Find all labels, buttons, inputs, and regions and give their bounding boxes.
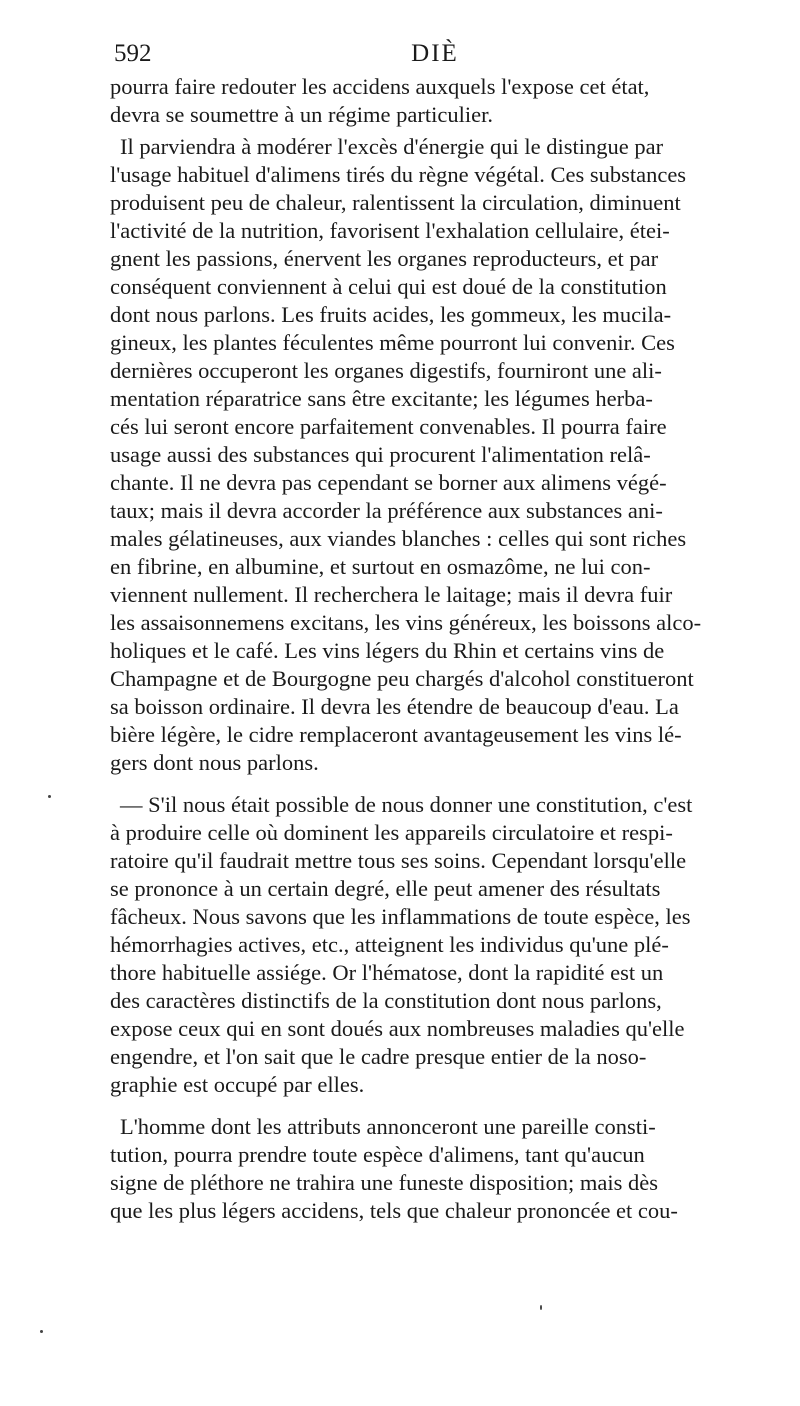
text-line: graphie est occupé par elles. bbox=[110, 1072, 365, 1097]
text-line: gers dont nous parlons. bbox=[110, 750, 319, 775]
text-line: holiques et le café. Les vins légers du Rhin et certains vins de bbox=[110, 638, 665, 663]
text-line: thore habituelle assiége. Or l'hématose, dont la rapidité est un bbox=[110, 960, 664, 985]
text-line: se prononce à un certain degré, elle peut amener des résultats bbox=[110, 876, 661, 901]
text-line: à produire celle où dominent les appareils circulatoire et respi- bbox=[110, 820, 673, 845]
text-line: engendre, et l'on sait que le cadre presque entier de la noso- bbox=[110, 1044, 647, 1069]
text-line: usage aussi des substances qui procurent l'alimentation relâ- bbox=[110, 442, 651, 467]
text-line: dont nous parlons. Les fruits acides, les gommeux, les mucila- bbox=[110, 302, 672, 327]
text-line: chante. Il ne devra pas cependant se borner aux alimens végé- bbox=[110, 470, 667, 495]
text-line: ratoire qu'il faudrait mettre tous ses soins. Cependant lorsqu'elle bbox=[110, 848, 687, 873]
text-line: cés lui seront encore parfaitement convenables. Il pourra faire bbox=[110, 414, 667, 439]
text-line: que les plus légers accidens, tels que chaleur prononcée et cou- bbox=[110, 1198, 678, 1223]
text-line: les assaisonnemens excitans, les vins généreux, les boissons alco- bbox=[110, 610, 702, 635]
text-line: des caractères distinctifs de la constitution dont nous parlons, bbox=[110, 988, 662, 1013]
text-line: males gélatineuses, aux viandes blanches : celles qui sont riches bbox=[110, 526, 687, 551]
text-line: expose ceux qui en sont doués aux nombreuses maladies qu'elle bbox=[110, 1016, 685, 1041]
page-header bbox=[110, 36, 760, 72]
text-line: signe de pléthore ne trahira une funeste disposition; mais dès bbox=[110, 1170, 658, 1195]
text-line: l'activité de la nutrition, favorisent l'exhalation cellulaire, étei- bbox=[110, 218, 670, 243]
paper-speck bbox=[540, 1305, 542, 1310]
running-title: DIÈ bbox=[411, 40, 459, 67]
text-line: mentation réparatrice sans être excitante; les légumes herba- bbox=[110, 386, 653, 411]
text-line: Il parviendra à modérer l'excès d'énergie qui le distingue par bbox=[120, 134, 664, 159]
text-line: gnent les passions, énervent les organes reproducteurs, et par bbox=[110, 246, 659, 271]
text-line: hémorrhagies actives, etc., atteignent les individus qu'une plé- bbox=[110, 932, 669, 957]
text-line: — S'il nous était possible de nous donner une constitution, c'est bbox=[120, 792, 693, 817]
text-line: bière légère, le cidre remplaceront avantageusement les vins lé- bbox=[110, 722, 682, 747]
text-line: devra se soumettre à un régime particulier. bbox=[110, 102, 493, 127]
text-line: dernières occuperont les organes digestifs, fourniront une ali- bbox=[110, 358, 662, 383]
text-line: en fibrine, en albumine, et surtout en osmazôme, ne lui con- bbox=[110, 554, 651, 579]
text-line: taux; mais il devra accorder la préférence aux substances ani- bbox=[110, 498, 663, 523]
text-line: viennent nullement. Il recherchera le laitage; mais il devra fuir bbox=[110, 582, 673, 607]
paper-speck bbox=[48, 795, 51, 798]
text-line: fâcheux. Nous savons que les inflammations de toute espèce, les bbox=[110, 904, 691, 929]
text-line: L'homme dont les attributs annonceront une pareille consti- bbox=[120, 1114, 656, 1139]
text-line: pourra faire redouter les accidens auxquels l'expose cet état, bbox=[110, 74, 650, 99]
text-line: produisent peu de chaleur, ralentissent la circulation, diminuent bbox=[110, 190, 681, 215]
page-number: 592 bbox=[114, 40, 152, 67]
text-line: conséquent conviennent à celui qui est doué de la constitution bbox=[110, 274, 667, 299]
text-line: gineux, les plantes féculentes même pourront lui convenir. Ces bbox=[110, 330, 675, 355]
text-line: l'usage habituel d'alimens tirés du règne végétal. Ces substances bbox=[110, 162, 687, 187]
text-line: tution, pourra prendre toute espèce d'alimens, tant qu'aucun bbox=[110, 1142, 645, 1167]
text-line: Champagne et de Bourgogne peu chargés d'alcohol constitueront bbox=[110, 666, 694, 691]
text-line: sa boisson ordinaire. Il devra les étendre de beaucoup d'eau. La bbox=[110, 694, 679, 719]
paper-speck bbox=[40, 1330, 43, 1333]
